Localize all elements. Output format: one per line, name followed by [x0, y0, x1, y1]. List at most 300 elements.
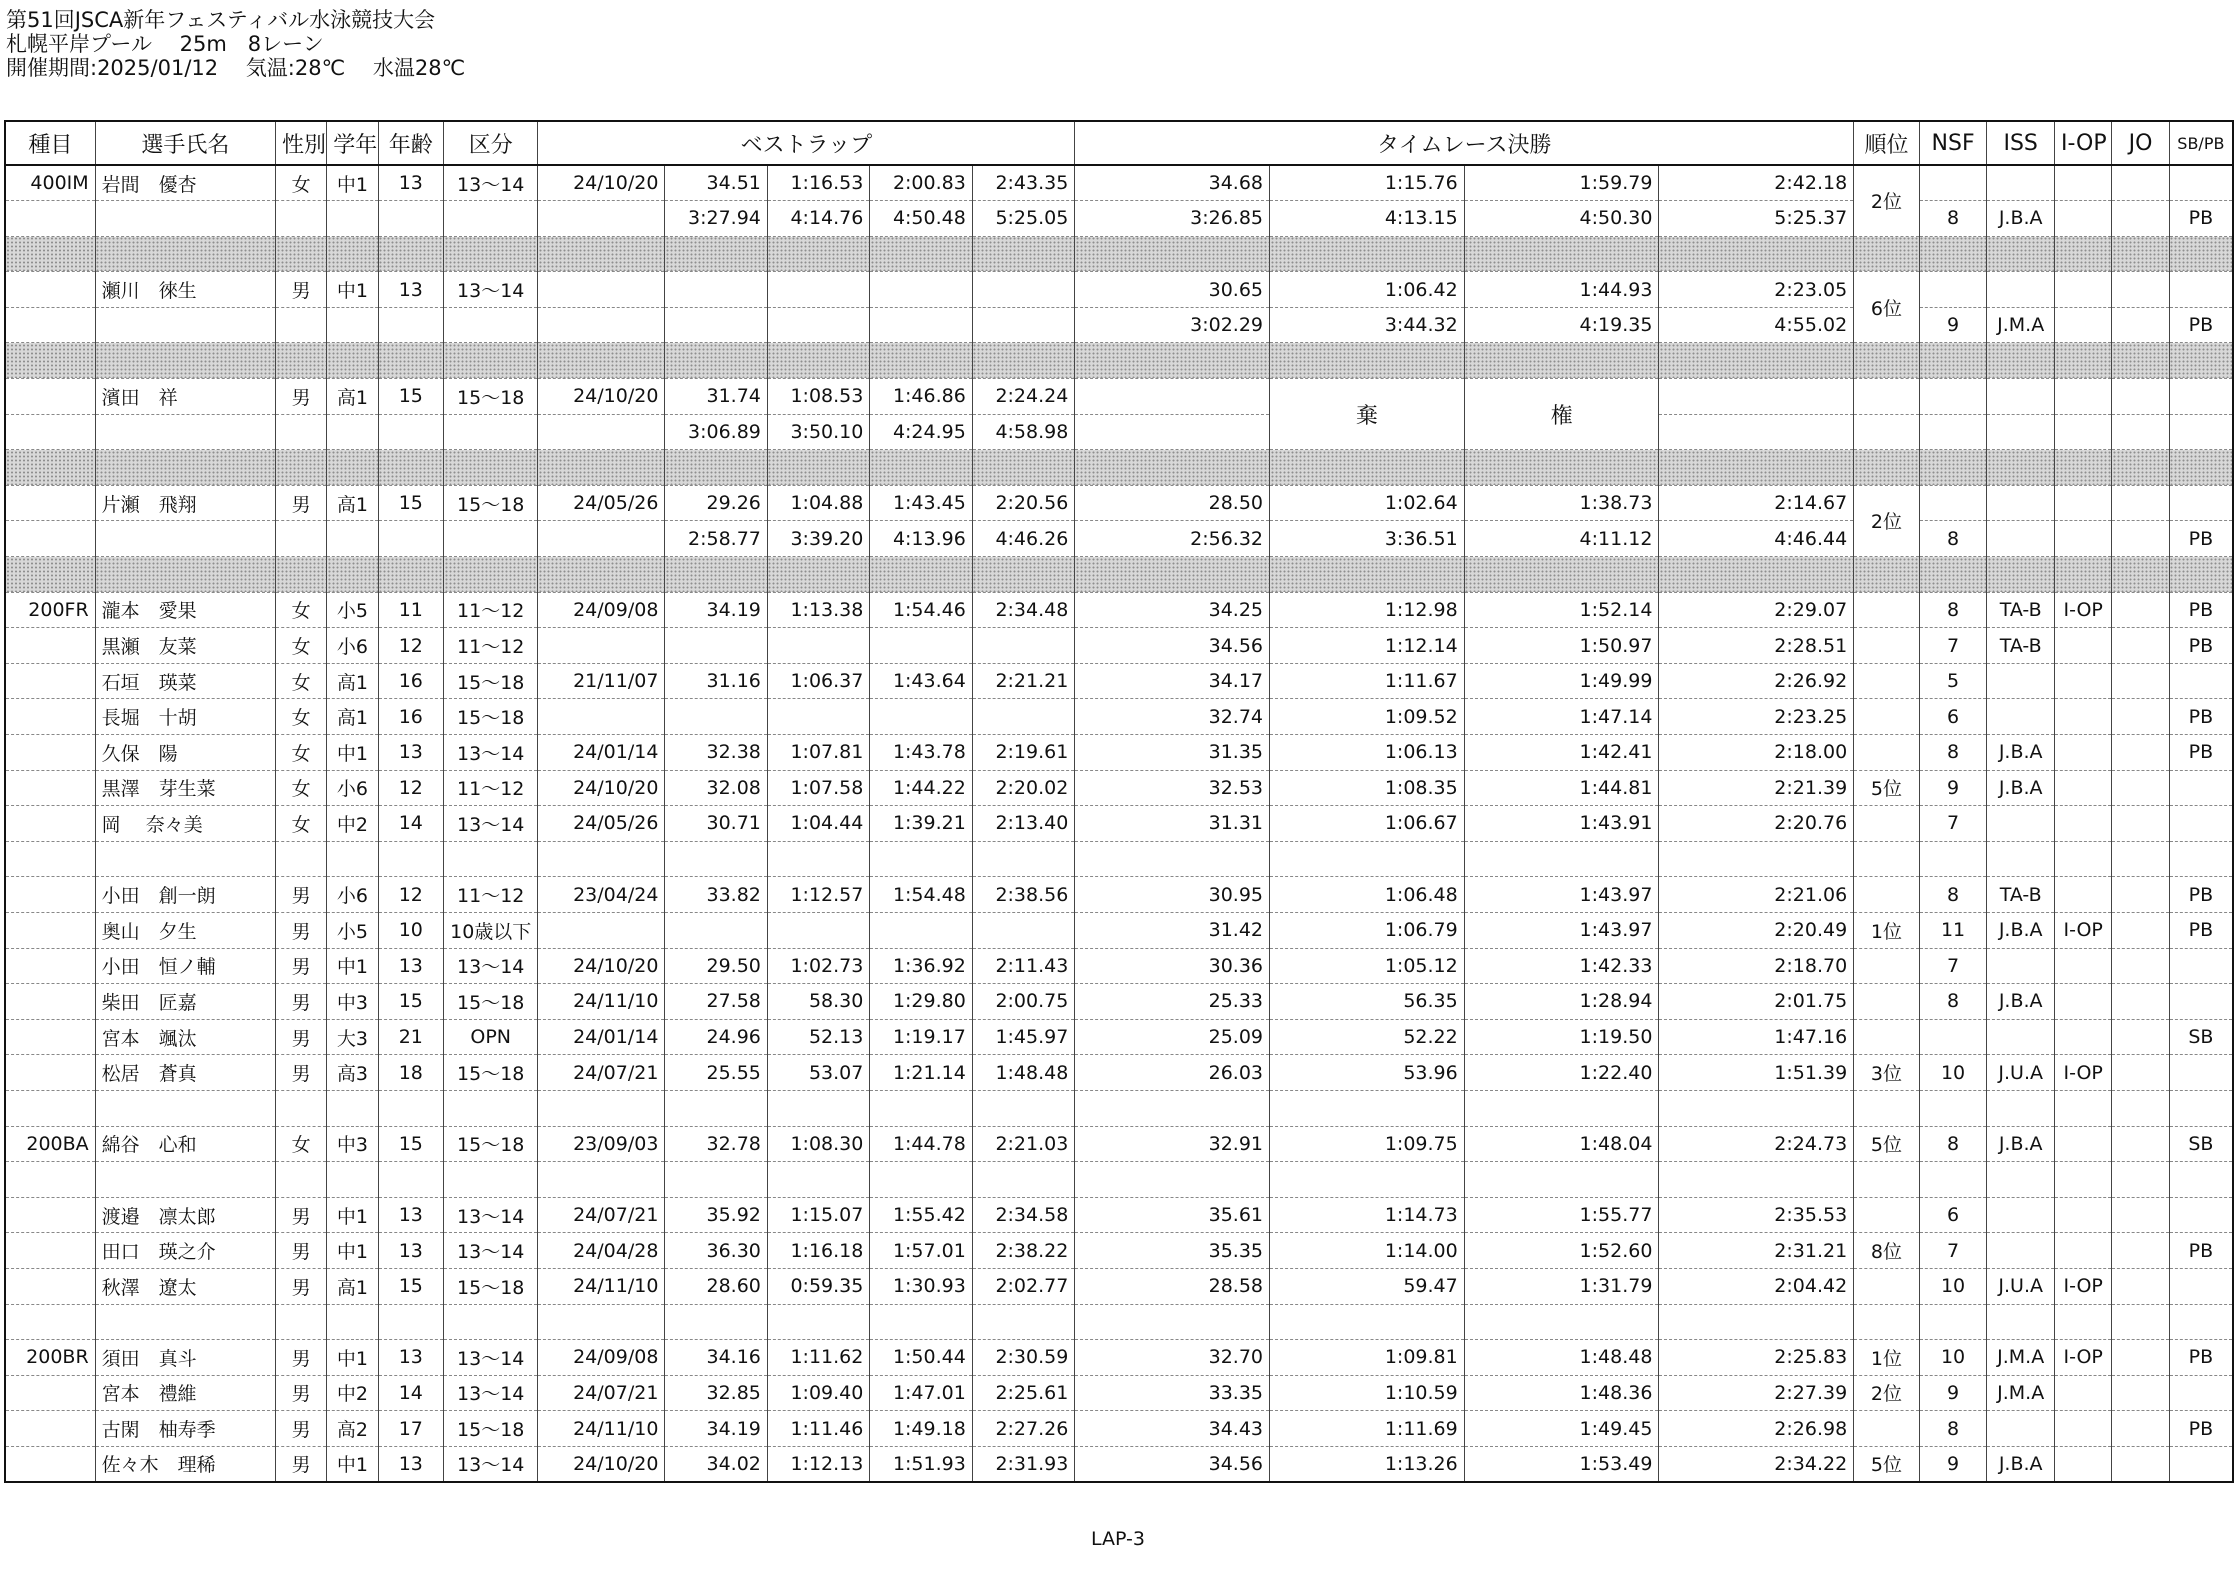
age-cell: 13 [378, 735, 444, 771]
best-lap-split: 1:51.93 [870, 1446, 972, 1482]
col-iss: ISS [1987, 121, 2055, 165]
race-split: 4:19.35 [1464, 307, 1659, 343]
best-lap-split: 2:20.02 [972, 770, 1075, 806]
best-lap-split: 2:34.58 [972, 1197, 1075, 1233]
best-lap-split: 3:50.10 [767, 414, 869, 450]
table-row [5, 1268, 2233, 1304]
separator-row-cell [538, 236, 665, 272]
iop-cell [2055, 735, 2112, 771]
empty-cell [1919, 165, 1987, 201]
best-lap-split: 2:13.40 [972, 806, 1075, 842]
race-split: 2:20.49 [1659, 912, 1854, 948]
sex-cell: 男 [276, 485, 327, 521]
age-cell: 18 [378, 1055, 444, 1091]
best-lap-split: 27.58 [665, 984, 767, 1020]
separator-row-cell [444, 343, 538, 379]
blank-row-cell [5, 841, 95, 877]
division-cell: 13～14 [444, 272, 538, 308]
empty-cell [378, 414, 444, 450]
iss-cell: J.B.A [1987, 201, 2055, 237]
iss-cell [1987, 948, 2055, 984]
race-split: 2:56.32 [1075, 521, 1270, 557]
best-lap-split: 34.19 [665, 1411, 767, 1447]
best-lap-split: 30.71 [665, 806, 767, 842]
event-cell [5, 485, 95, 521]
event-cell [5, 1411, 95, 1447]
separator-row-cell [1270, 236, 1465, 272]
grade-cell: 高2 [327, 1411, 378, 1447]
grade-cell: 高1 [327, 379, 378, 415]
blank-row-cell [444, 1090, 538, 1126]
division-cell: 11～12 [444, 628, 538, 664]
best-lap-split: 1:43.78 [870, 735, 972, 771]
iop-cell [2055, 1233, 2112, 1269]
blank-row-cell [538, 841, 665, 877]
rank-cell: 3位 [1854, 1055, 1920, 1091]
nsf-cell: 8 [1919, 877, 1987, 913]
sbpb-cell: PB [2169, 307, 2233, 343]
iop-cell [2055, 628, 2112, 664]
best-lap-split [972, 307, 1075, 343]
race-split: 1:38.73 [1464, 485, 1659, 521]
race-split: 32.91 [1075, 1126, 1270, 1162]
race-split: 2:04.42 [1659, 1268, 1854, 1304]
separator-row-cell [1659, 450, 1854, 486]
empty-cell [327, 521, 378, 557]
best-lap-split: 2:24.24 [972, 379, 1075, 415]
empty-cell [444, 201, 538, 237]
iss-cell: J.U.A [1987, 1268, 2055, 1304]
sex-cell: 男 [276, 1233, 327, 1269]
blank-row-cell [538, 1090, 665, 1126]
separator-row-cell [870, 236, 972, 272]
swimmer-name: 小田 創一朗 [95, 877, 275, 913]
blank-row-cell [1270, 1090, 1465, 1126]
nsf-cell: 9 [1919, 1375, 1987, 1411]
separator-row-cell [972, 236, 1075, 272]
swimmer-name: 久保 陽 [95, 735, 275, 771]
best-lap-split: 2:38.22 [972, 1233, 1075, 1269]
separator-row [5, 557, 2233, 593]
grade-cell: 中2 [327, 1375, 378, 1411]
best-date: 24/11/10 [538, 1268, 665, 1304]
nsf-cell: 10 [1919, 1268, 1987, 1304]
separator-row-cell [5, 557, 95, 593]
race-split: 4:55.02 [1659, 307, 1854, 343]
table-row [5, 1197, 2233, 1233]
iss-cell: J.B.A [1987, 770, 2055, 806]
race-split: 1:52.60 [1464, 1233, 1659, 1269]
grade-cell: 中3 [327, 1126, 378, 1162]
race-split: 1:48.36 [1464, 1375, 1659, 1411]
col-event: 種目 [5, 121, 95, 165]
sex-cell: 男 [276, 272, 327, 308]
separator-row-cell [665, 343, 767, 379]
blank-row-cell [378, 1162, 444, 1198]
event-cell [5, 912, 95, 948]
blank-row [5, 1304, 2233, 1340]
blank-row-cell [1987, 1162, 2055, 1198]
empty-cell [1919, 379, 1987, 415]
table-row [5, 272, 2233, 308]
nsf-cell: 6 [1919, 1197, 1987, 1233]
best-lap-split: 3:06.89 [665, 414, 767, 450]
jo-cell [2112, 1340, 2169, 1376]
iop-cell [2055, 201, 2112, 237]
col-jo: JO [2112, 121, 2169, 165]
sex-cell: 男 [276, 1375, 327, 1411]
blank-row-cell [1987, 1304, 2055, 1340]
empty-cell [276, 521, 327, 557]
empty-cell [378, 307, 444, 343]
blank-row-cell [2169, 1090, 2233, 1126]
separator-row-cell [538, 557, 665, 593]
blank-row-cell [444, 1304, 538, 1340]
blank-row-cell [95, 1090, 275, 1126]
sbpb-cell: PB [2169, 1411, 2233, 1447]
best-lap-split: 32.85 [665, 1375, 767, 1411]
best-date: 24/05/26 [538, 485, 665, 521]
best-lap-split: 1:11.46 [767, 1411, 869, 1447]
race-split: 1:48.48 [1464, 1340, 1659, 1376]
race-split: 3:44.32 [1270, 307, 1465, 343]
age-cell: 12 [378, 628, 444, 664]
nsf-cell: 8 [1919, 592, 1987, 628]
table-row [5, 592, 2233, 628]
blank-row-cell [767, 1162, 869, 1198]
sbpb-cell: PB [2169, 912, 2233, 948]
nsf-cell: 7 [1919, 1233, 1987, 1269]
sex-cell: 女 [276, 592, 327, 628]
table-row [5, 770, 2233, 806]
separator-row-cell [870, 343, 972, 379]
division-cell: 13～14 [444, 948, 538, 984]
race-split: 1:51.39 [1659, 1055, 1854, 1091]
separator-row-cell [1854, 557, 1920, 593]
separator-row-cell [5, 343, 95, 379]
swimmer-name: 黒澤 芽生菜 [95, 770, 275, 806]
best-lap-split: 1:55.42 [870, 1197, 972, 1233]
nsf-cell: 11 [1919, 912, 1987, 948]
empty-cell [327, 201, 378, 237]
empty-cell [2055, 485, 2112, 521]
sex-cell: 男 [276, 1268, 327, 1304]
race-split [1659, 414, 1854, 450]
best-lap-split [665, 912, 767, 948]
blank-row-cell [327, 841, 378, 877]
jo-cell [2112, 1126, 2169, 1162]
event-cell [5, 984, 95, 1020]
best-lap-split: 25.55 [665, 1055, 767, 1091]
best-lap-split: 31.16 [665, 663, 767, 699]
division-cell: 15～18 [444, 984, 538, 1020]
division-cell: 13～14 [444, 806, 538, 842]
race-split: 2:01.75 [1659, 984, 1854, 1020]
blank-row-cell [2112, 1162, 2169, 1198]
sbpb-cell [2169, 1268, 2233, 1304]
separator-row-cell [95, 557, 275, 593]
sex-cell: 男 [276, 1446, 327, 1482]
blank-row-cell [1854, 1162, 1920, 1198]
table-row [5, 165, 2233, 201]
best-lap-split: 1:45.97 [972, 1019, 1075, 1055]
table-row [5, 1019, 2233, 1055]
rank-cell [1854, 663, 1920, 699]
division-cell: 11～12 [444, 770, 538, 806]
best-lap-split: 36.30 [665, 1233, 767, 1269]
sbpb-cell [2169, 1197, 2233, 1233]
race-split: 25.33 [1075, 984, 1270, 1020]
iss-cell: J.B.A [1987, 984, 2055, 1020]
event-cell [5, 735, 95, 771]
empty-cell [2112, 272, 2169, 308]
nsf-cell: 8 [1919, 984, 1987, 1020]
separator-row-cell [665, 450, 767, 486]
separator-row-cell [972, 557, 1075, 593]
blank-row-cell [665, 841, 767, 877]
race-split: 1:22.40 [1464, 1055, 1659, 1091]
iop-cell [2055, 806, 2112, 842]
separator-row-cell [972, 343, 1075, 379]
rank-cell: 5位 [1854, 1126, 1920, 1162]
separator-row-cell [767, 557, 869, 593]
empty-cell [2055, 414, 2112, 450]
separator-row-cell [665, 236, 767, 272]
blank-row-cell [444, 1162, 538, 1198]
blank-row-cell [378, 1304, 444, 1340]
nsf-cell: 7 [1919, 806, 1987, 842]
division-cell: 15～18 [444, 485, 538, 521]
sex-cell: 男 [276, 1197, 327, 1233]
iop-cell [2055, 663, 2112, 699]
jo-cell [2112, 628, 2169, 664]
separator-row-cell [1270, 343, 1465, 379]
swimmer-name: 秋澤 遼太 [95, 1268, 275, 1304]
race-split: 32.70 [1075, 1340, 1270, 1376]
col-sex: 性別 [276, 121, 327, 165]
table-row [5, 1411, 2233, 1447]
division-cell: OPN [444, 1019, 538, 1055]
separator-row-cell [1919, 557, 1987, 593]
empty-cell [2112, 485, 2169, 521]
best-lap-split: 1:11.62 [767, 1340, 869, 1376]
empty-cell [2169, 379, 2233, 415]
empty-cell [2169, 485, 2233, 521]
blank-row [5, 1090, 2233, 1126]
race-split: 1:12.98 [1270, 592, 1465, 628]
iss-cell: TA-B [1987, 628, 2055, 664]
best-lap-split: 34.16 [665, 1340, 767, 1376]
iss-cell [1987, 521, 2055, 557]
blank-row-cell [1270, 1162, 1465, 1198]
blank-row-cell [870, 1304, 972, 1340]
race-split: 31.42 [1075, 912, 1270, 948]
jo-cell [2112, 912, 2169, 948]
grade-cell: 中1 [327, 735, 378, 771]
best-lap-split: 4:58.98 [972, 414, 1075, 450]
best-date: 24/09/08 [538, 1340, 665, 1376]
age-cell: 15 [378, 1268, 444, 1304]
jo-cell [2112, 1268, 2169, 1304]
separator-row-cell [444, 236, 538, 272]
blank-row-cell [665, 1162, 767, 1198]
blank-row-cell [5, 1304, 95, 1340]
best-lap-split: 33.82 [665, 877, 767, 913]
blank-row-cell [538, 1162, 665, 1198]
age-cell: 14 [378, 1375, 444, 1411]
empty-cell [378, 201, 444, 237]
best-lap-split: 34.51 [665, 165, 767, 201]
event-cell [5, 379, 95, 415]
best-date: 24/10/20 [538, 948, 665, 984]
race-split: 1:06.48 [1270, 877, 1465, 913]
separator-row-cell [2169, 450, 2233, 486]
nsf-cell: 8 [1919, 1126, 1987, 1162]
race-split: 1:12.14 [1270, 628, 1465, 664]
iss-cell: J.M.A [1987, 1340, 2055, 1376]
sbpb-cell [2169, 984, 2233, 1020]
best-lap-split: 1:06.37 [767, 663, 869, 699]
race-split: 53.96 [1270, 1055, 1465, 1091]
iop-cell [2055, 877, 2112, 913]
grade-cell: 小6 [327, 877, 378, 913]
separator-row-cell [1659, 236, 1854, 272]
iop-cell [2055, 699, 2112, 735]
swimmer-name: 岩間 優杏 [95, 165, 275, 201]
race-split: 2:21.06 [1659, 877, 1854, 913]
event-cell: 400IM [5, 165, 95, 201]
swimmer-name: 佐々木 理稀 [95, 1446, 275, 1482]
sbpb-cell: PB [2169, 735, 2233, 771]
grade-cell: 小6 [327, 628, 378, 664]
blank-row [5, 841, 2233, 877]
best-lap-split: 3:39.20 [767, 521, 869, 557]
blank-row-cell [5, 1090, 95, 1126]
race-split: 1:02.64 [1270, 485, 1465, 521]
grade-cell: 中3 [327, 984, 378, 1020]
best-lap-split [767, 307, 869, 343]
grade-cell: 中1 [327, 1340, 378, 1376]
best-lap-split: 1:44.22 [870, 770, 972, 806]
blank-row-cell [767, 841, 869, 877]
iop-cell [2055, 521, 2112, 557]
blank-row-cell [444, 841, 538, 877]
best-lap-split: 24.96 [665, 1019, 767, 1055]
empty-cell [327, 414, 378, 450]
blank-row-cell [2169, 1304, 2233, 1340]
table-row [5, 948, 2233, 984]
blank-row-cell [1659, 1304, 1854, 1340]
empty-cell [2112, 379, 2169, 415]
sex-cell: 女 [276, 165, 327, 201]
separator-row-cell [95, 343, 275, 379]
division-cell: 15～18 [444, 1055, 538, 1091]
separator-row-cell [1854, 236, 1920, 272]
separator-row-cell [276, 450, 327, 486]
best-date [538, 699, 665, 735]
race-split: 1:05.12 [1270, 948, 1465, 984]
race-split: 30.95 [1075, 877, 1270, 913]
iop-cell [2055, 1375, 2112, 1411]
best-lap-split: 1:04.44 [767, 806, 869, 842]
best-lap-split: 1:19.17 [870, 1019, 972, 1055]
race-split: 2:26.98 [1659, 1411, 1854, 1447]
race-split: 1:47.16 [1659, 1019, 1854, 1055]
jo-cell [2112, 521, 2169, 557]
separator-row-cell [1919, 343, 1987, 379]
separator-row-cell [1270, 557, 1465, 593]
best-lap-split [767, 912, 869, 948]
empty-cell [444, 521, 538, 557]
separator-row-cell [538, 450, 665, 486]
sbpb-cell: PB [2169, 521, 2233, 557]
best-lap-split: 1:48.48 [972, 1055, 1075, 1091]
best-lap-split: 1:44.78 [870, 1126, 972, 1162]
separator-row-cell [2169, 557, 2233, 593]
empty-cell [1919, 272, 1987, 308]
jo-cell [2112, 307, 2169, 343]
best-lap-split: 32.38 [665, 735, 767, 771]
separator-row-cell [870, 557, 972, 593]
event-cell [5, 1197, 95, 1233]
best-lap-split [870, 628, 972, 664]
iop-cell: I-OP [2055, 912, 2112, 948]
event-cell [5, 663, 95, 699]
separator-row-cell [2055, 236, 2112, 272]
blank-row-cell [2055, 1162, 2112, 1198]
empty-cell [1854, 414, 1920, 450]
best-lap-split: 4:14.76 [767, 201, 869, 237]
race-split: 1:06.42 [1270, 272, 1465, 308]
nsf-cell: 5 [1919, 663, 1987, 699]
race-split: 30.65 [1075, 272, 1270, 308]
best-lap-split [767, 628, 869, 664]
separator-row-cell [5, 236, 95, 272]
separator-row-cell [2055, 450, 2112, 486]
race-split: 56.35 [1270, 984, 1465, 1020]
age-cell: 10 [378, 912, 444, 948]
jo-cell [2112, 1197, 2169, 1233]
nsf-cell: 7 [1919, 628, 1987, 664]
best-lap-split: 53.07 [767, 1055, 869, 1091]
race-split: 2:28.51 [1659, 628, 1854, 664]
sex-cell: 男 [276, 912, 327, 948]
swimmer-name: 田口 瑛之介 [95, 1233, 275, 1269]
race-split: 1:59.79 [1464, 165, 1659, 201]
empty-cell [95, 414, 275, 450]
empty-cell [2055, 165, 2112, 201]
race-split: 2:21.39 [1659, 770, 1854, 806]
swimmer-name: 須田 真斗 [95, 1340, 275, 1376]
best-date: 24/01/14 [538, 1019, 665, 1055]
best-lap-split: 1:43.64 [870, 663, 972, 699]
sex-cell: 女 [276, 699, 327, 735]
best-lap-split: 4:46.26 [972, 521, 1075, 557]
jo-cell [2112, 592, 2169, 628]
nsf-cell: 8 [1919, 735, 1987, 771]
iop-cell: I-OP [2055, 592, 2112, 628]
best-lap-split [972, 699, 1075, 735]
rank-cell [1854, 1019, 1920, 1055]
race-split: 2:26.92 [1659, 663, 1854, 699]
rank-cell [1854, 1197, 1920, 1233]
race-split: 2:14.67 [1659, 485, 1854, 521]
table-row-continued [5, 414, 2233, 450]
separator-row-cell [2169, 343, 2233, 379]
best-lap-split: 32.08 [665, 770, 767, 806]
separator-row-cell [1987, 557, 2055, 593]
nsf-cell: 9 [1919, 307, 1987, 343]
